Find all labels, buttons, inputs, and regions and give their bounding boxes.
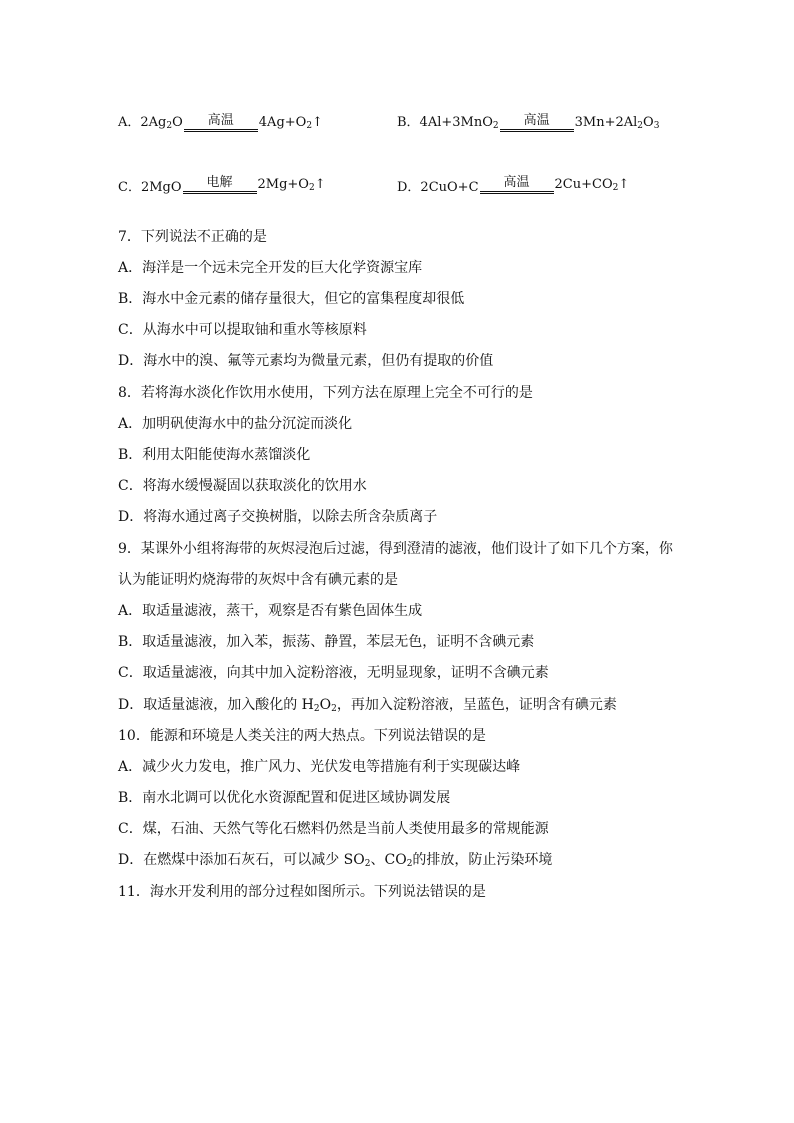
q8-stem: 8．若将海水淡化作饮用水使用，下列方法在原理上完全不可行的是 [118,385,533,401]
q7-option-b: B．海水中金元素的储存量很大，但它的富集程度却很低 [118,291,465,307]
q6-d-lhs: D．2CuO+C [397,180,479,195]
q6-b-condition: 高温 [500,114,574,132]
q6-d-rhs: $2Cu+CO_2↑$ [554,177,630,193]
q6-a-lhs: A．$2Ag_2O$ [118,115,183,131]
q10-option-d: D．在燃煤中添加石灰石，可以减少 $SO_2$、$CO_2$的排放，防止污染环境 [118,852,553,869]
q9-option-a: A．取适量滤液，蒸干，观察是否有紫色固体生成 [118,603,423,619]
q6-c-lhs: C．2MgO [118,180,182,195]
q9-option-d: D．取适量滤液，加入酸化的 $H_2O_2$，再加入淀粉溶液，呈蓝色，证明含有碘元素 [118,697,617,714]
q7-option-c: C．从海水中可以提取铀和重水等核原料 [118,322,367,338]
q10-option-b: B．南水北调可以优化水资源配置和促进区域协调发展 [118,790,451,806]
q8-option-d: D．将海水通过离子交换树脂，以除去所含杂质离子 [118,509,438,525]
q9-option-c: C．取适量滤液，向其中加入淀粉溶液，无明显现象，证明不含碘元素 [118,665,549,681]
q6-d-condition: 高温 [480,176,554,194]
q6-option-d [397,176,629,197]
q7-stem: 7．下列说法不正确的是 [118,229,267,245]
q6-option-c [118,176,326,197]
q9-stem-line1: 9．某课外小组将海带的灰烬浸泡后过滤，得到澄清的滤液，他们设计了如下几个方案，你 [118,541,673,557]
q10-option-c: C．煤，石油、天然气等化石燃料仍然是当前人类使用最多的常规能源 [118,821,549,837]
q9-option-b: B．取适量滤液，加入苯，振荡、静置，苯层无色，证明不含碘元素 [118,634,535,650]
q6-option-b [397,114,659,135]
q8-option-c: C．将海水缓慢凝固以获取淡化的饮用水 [118,478,367,494]
q6-a-rhs: $4Ag+O_2↑$ [258,115,323,131]
q6-c-condition: 电解 [183,176,257,194]
q6-b-lhs: B．4Al+3MnO$_2$ [397,115,499,131]
q10-stem: 10．能源和环境是人类关注的两大热点。下列说法错误的是 [118,728,486,744]
q9-stem-line2: 认为能证明灼烧海带的灰烬中含有碘元素的是 [118,572,398,588]
q6-c-rhs: $2Mg+O_2↑$ [257,177,326,193]
q7-option-a: A．海洋是一个远未完全开发的巨大化学资源宝库 [118,260,423,276]
q7-option-d: D．海水中的溴、氟等元素均为微量元素，但仍有提取的价值 [118,353,494,369]
q10-option-a: A．减少火力发电，推广风力、光伏发电等措施有利于实现碳达峰 [118,759,521,775]
q6-option-a [118,114,323,135]
q6-a-condition: 高温 [184,114,258,132]
q8-option-b: B．利用太阳能使海水蒸馏淡化 [118,447,311,463]
q8-option-a: A．加明矾使海水中的盐分沉淀而淡化 [118,416,353,432]
q11-stem: 11．海水开发利用的部分过程如图所示。下列说法错误的是 [118,884,486,900]
q6-b-rhs: $3Mn+2Al_2O_3$ [574,115,660,131]
